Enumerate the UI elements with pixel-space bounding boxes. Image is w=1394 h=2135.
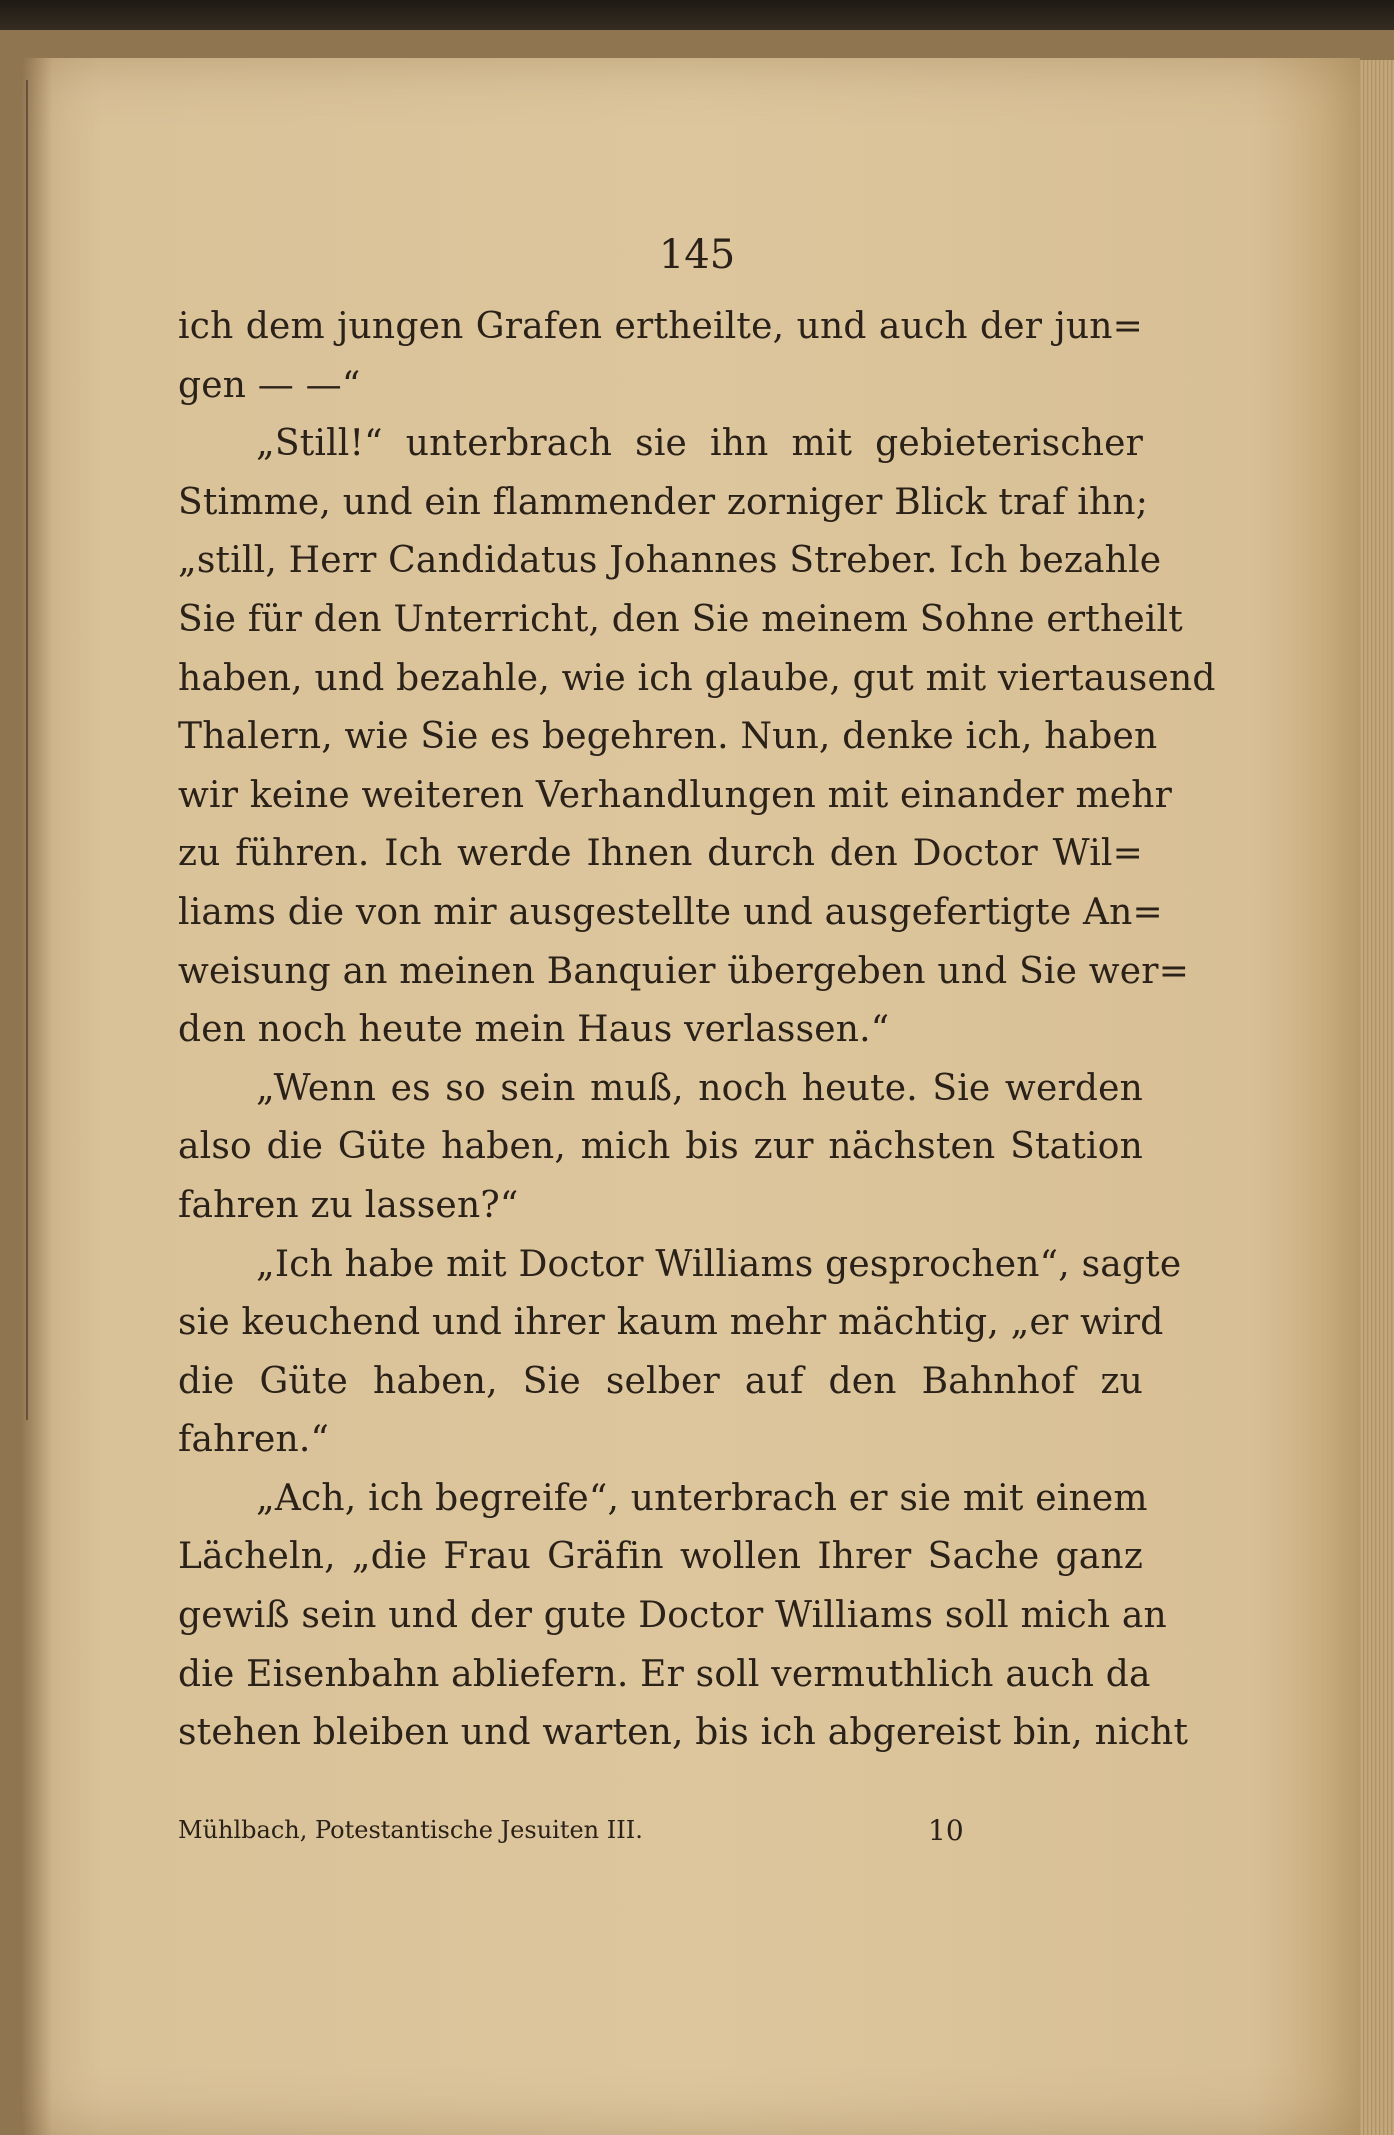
text-line: weisung an meinen Banquier übergeben und Sie wer= <box>178 950 1190 992</box>
text-line: wir keine weiteren Verhandlungen mit einander mehr <box>178 774 1173 816</box>
text-line: gen — —“ <box>178 364 361 406</box>
text-line: sie keuchend und ihrer kaum mehr mächtig, „er wird <box>178 1302 1164 1344</box>
text-line: zu führen. Ich werde Ihnen durch den Doctor Wil= <box>178 833 1143 875</box>
text-line: den noch heute mein Haus verlassen.“ <box>178 1009 890 1051</box>
text-line: also die Güte haben, mich bis zur nächsten Station <box>178 1126 1143 1168</box>
body-text <box>178 298 1216 1763</box>
text-line: haben, und bezahle, wie ich glaube, gut mit viertausend <box>178 657 1216 699</box>
footer-signature-mark: 10 <box>928 1814 964 1847</box>
text-line: „still, Herr Candidatus Johannes Streber. Ich bezahle <box>178 540 1162 582</box>
page-number: 145 <box>658 232 736 278</box>
page-footer <box>178 1814 978 1847</box>
text-line: fahren zu lassen?“ <box>178 1184 519 1226</box>
text-line: stehen bleiben und warten, bis ich abgereist bin, nicht <box>178 1712 1189 1754</box>
footer-book-title: Mühlbach, Potestantische Jesuiten III. <box>178 1816 643 1844</box>
text-line: „Wenn es so sein muß, noch heute. Sie werden <box>256 1067 1143 1109</box>
page-edges <box>1360 60 1394 2135</box>
text-line: „Ich habe mit Doctor Williams gesprochen“, sagte <box>256 1243 1182 1285</box>
binding-hairline <box>26 80 28 1420</box>
text-line: liams die von mir ausgestellte und ausgefertigte An= <box>178 891 1163 933</box>
text-line: Lächeln, „die Frau Gräfin wollen Ihrer Sache ganz <box>178 1536 1143 1578</box>
text-line: „Ach, ich begreife“, unterbrach er sie mit einem <box>256 1477 1148 1519</box>
text-line: gewiß sein und der gute Doctor Williams soll mich an <box>178 1595 1167 1637</box>
text-line: Stimme, und ein flammender zorniger Blick traf ihn; <box>178 481 1149 523</box>
text-line: Thalern, wie Sie es begehren. Nun, denke ich, haben <box>178 716 1158 758</box>
text-line: Sie für den Unterricht, den Sie meinem Sohne ertheilt <box>178 598 1183 640</box>
text-line: „Still!“ unterbrach sie ihn mit gebieterischer <box>256 423 1143 465</box>
text-line: die Güte haben, Sie selber auf den Bahnhof zu <box>178 1360 1143 1402</box>
text-line: fahren.“ <box>178 1419 330 1461</box>
text-line: ich dem jungen Grafen ertheilte, und auch der jun= <box>178 306 1143 347</box>
text-line: die Eisenbahn abliefern. Er soll vermuthlich auch da <box>178 1653 1151 1695</box>
